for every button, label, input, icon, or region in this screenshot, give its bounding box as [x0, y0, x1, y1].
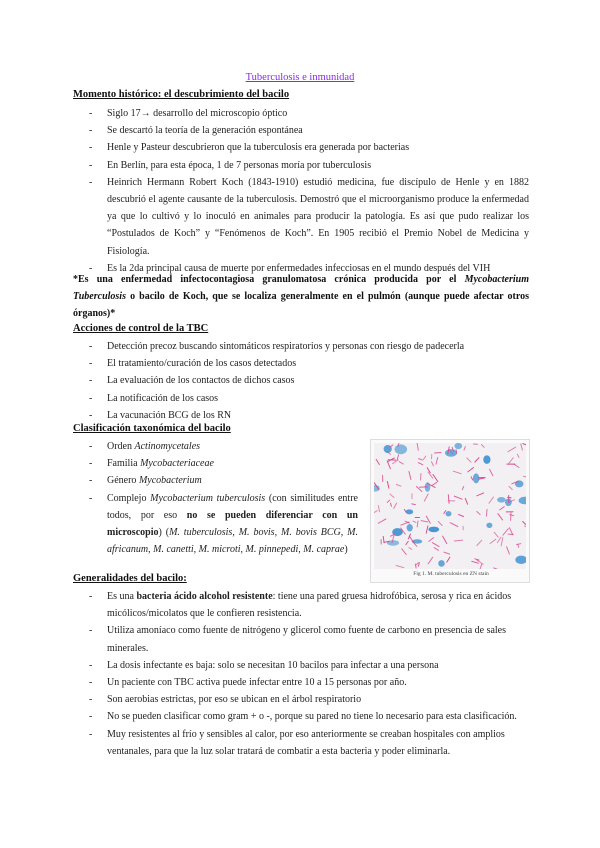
bacillus: [421, 474, 422, 480]
section-heading-history: Momento histórico: el descubrimiento del bacilo: [73, 89, 290, 100]
stain-background: [374, 443, 526, 569]
stained-cell: [515, 480, 524, 487]
stained-cell: [473, 473, 479, 483]
document-title: Tuberculosis e inmunidad: [245, 72, 355, 83]
list-item: - Género Mycobacterium: [107, 472, 358, 489]
stained-cell: [395, 444, 408, 454]
list-item: - La dosis infectante es baja: solo se necesitan 10 bacilos para infectar a una persona: [107, 657, 529, 674]
list-item: - Familia Mycobacteriaceae: [107, 455, 358, 472]
list-item: - Orden Actinomycetales: [107, 438, 358, 455]
list-item: - Henle y Pasteur descubrieron que la tuberculosis era generada por bacterias: [107, 139, 529, 156]
list-item: - Utiliza amoníaco como fuente de nitrógeno y glicerol como fuente de carbono en presencia de sales minerales.: [107, 622, 529, 656]
list-item: - La vacunación BCG de los RN: [107, 407, 529, 424]
list-item: - Detección precoz buscando sintomáticos respiratorios y personas con riesgo de padecerla: [107, 338, 529, 355]
section-heading-general: Generalidades del bacilo:: [73, 573, 187, 584]
list-item: - La evaluación de los contactos de dichos casos: [107, 372, 529, 389]
bacillus: [486, 509, 487, 516]
bacillus: [456, 450, 457, 454]
figure-caption: Fig 1. M. tuberculosis en ZN stain: [413, 571, 489, 577]
stained-cell: [445, 449, 457, 457]
bacillus: [508, 497, 512, 498]
ziehl-neelsen-stain-image: [374, 443, 526, 569]
micrograph-figure: [370, 439, 530, 583]
stained-cell: [406, 509, 414, 514]
stained-cell: [407, 524, 413, 531]
list-item: - No se pueden clasificar como gram + o -, porque su pared no tiene lo necesario para esta clasificación.: [107, 708, 529, 725]
section-heading-taxonomy: Clasificación taxonómica del bacilo: [73, 423, 231, 434]
list-item: - Siglo 17→ desarrollo del microscopio óptico: [107, 105, 529, 122]
taxonomy-list: [107, 438, 358, 558]
species-name: Mycobacterium Tuberculosis: [73, 274, 529, 303]
stained-cell: [438, 560, 445, 567]
bacillus: [412, 504, 416, 505]
definition-paragraph: *Es una enfermedad infectocontagiosa granulomatosa crónica producida por el Mycobacterium Tuberculosis o bacilo de Koch, que se localiza generalmente en el pulmón (aunque puede afectar otros órganos)*: [73, 274, 529, 320]
bacillus: [435, 453, 441, 454]
list-item: - Son aerobias estrictas, por eso se ubican en el árbol respiratorio: [107, 691, 529, 708]
control-list: [107, 338, 529, 424]
list-item: - Complejo Mycobacterium tuberculosis (con similitudes entre todos, por eso no se pueden diferenciar con un microscopio) (M. tuberculosis, M. bovis, M. bovis BCG, M. africanum, M. canetti, M. microti, M. pinnepedi, M. caprae): [107, 490, 358, 559]
stained-cell: [497, 497, 506, 503]
section-heading-control: Acciones de control de la TBC: [73, 323, 209, 334]
list-item: - Se descartó la teoría de la generación espontánea: [107, 122, 529, 139]
history-list: [107, 105, 529, 277]
list-item: - El tratamiento/curación de los casos detectados: [107, 355, 529, 372]
stained-cell: [446, 511, 452, 516]
list-item: - Muy resistentes al frío y sensibles al calor, por eso anteriormente se creaban hospitales con amplios ventanales, para que la luz solar tratará de combatir a esta bacteria y poder eliminarla.: [107, 726, 529, 760]
stained-cell: [483, 455, 490, 464]
list-item: - Es una bacteria ácido alcohol resistente: tiene una pared gruesa hidrofóbica, serosa y rica en ácidos micólicos/micolatos que le confieren resistencia.: [107, 588, 529, 622]
list-item: - Es la 2da principal causa de muerte por enfermedades infecciosas en el mundo después del VIH: [107, 260, 529, 277]
stained-cell: [428, 527, 439, 533]
list-item: - En Berlín, para esta época, 1 de 7 personas moría por tuberculosis: [107, 157, 529, 174]
bacillus: [420, 487, 428, 488]
stained-cell: [455, 443, 463, 449]
list-item: - La notificación de los casos: [107, 390, 529, 407]
list-item: - Un paciente con TBC activa puede infectar entre 10 a 15 personas por año.: [107, 674, 529, 691]
stained-cell: [486, 523, 492, 528]
general-list: [107, 588, 529, 760]
list-item: - Heinrich Hermann Robert Koch (1843-1910) estudió medicina, fue discípulo de Henle y en 1882 descubrió el agente causante de la tuberculosis. Demostró que el microorganismo produce la enfermedad ya que lo cultivó y lo inoculó en animales para producir la patología. Es así que pudo realizar los “Postulados de Koch” y “Fenómenos de Koch”. En 1905 recibió el Premio Nobel de Medicina y Fisiología.: [107, 174, 529, 260]
